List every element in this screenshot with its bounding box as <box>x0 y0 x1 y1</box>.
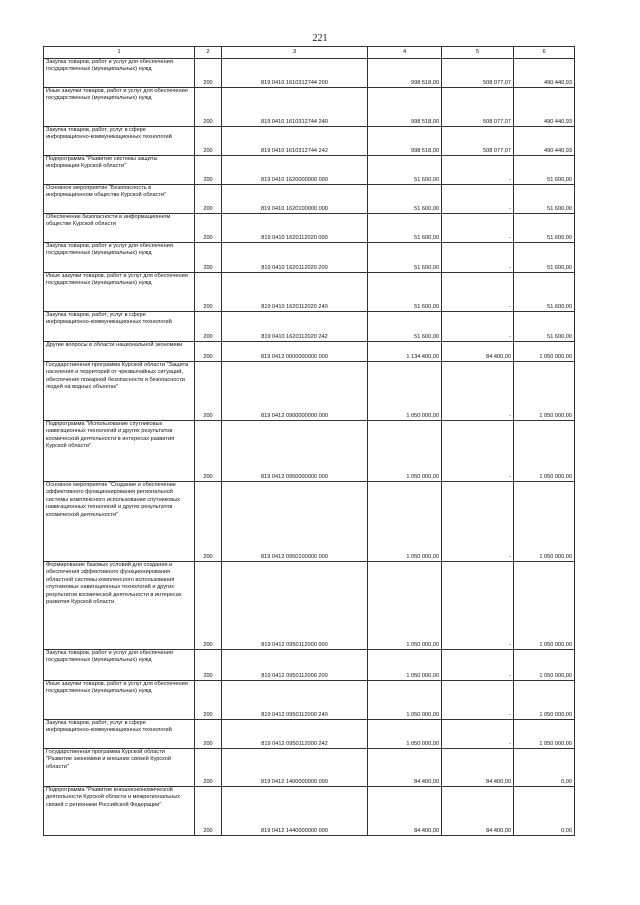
table-row <box>44 421 575 482</box>
row-vr: 200 <box>195 127 222 156</box>
row-col5: - <box>442 482 514 562</box>
row-code: 819 0412 0950112000 242 <box>222 720 368 749</box>
table-row <box>44 362 575 421</box>
row-col5: - <box>442 185 514 214</box>
row-col6: 1 050 000,00 <box>514 482 575 562</box>
row-vr: 200 <box>195 421 222 482</box>
row-vr: 200 <box>195 342 222 362</box>
row-col6: 490 440,93 <box>514 127 575 156</box>
row-col6: 490 440,93 <box>514 88 575 127</box>
row-name: Основное мероприятие "Безопасность в информационном обществе Курской области" <box>44 185 195 214</box>
row-col5: - <box>442 214 514 243</box>
row-name: Закупка товаров, работ, услуг в сфере информационно-коммуникационных технологий <box>44 127 195 156</box>
row-name: Закупка товаров, работ и услуг для обеспечения государственных (муниципальных) нужд <box>44 243 195 273</box>
header-cell: 4 <box>368 47 442 59</box>
table-row <box>44 185 575 214</box>
row-col4: 51 600,00 <box>368 185 442 214</box>
row-code: 819 0412 0950000000 000 <box>222 421 368 482</box>
row-name: Закупка товаров, работ и услуг для обеспечения государственных (муниципальных) нужд <box>44 650 195 681</box>
row-col4: 1 050 000,00 <box>368 482 442 562</box>
row-col6: 0,00 <box>514 787 575 836</box>
row-col6: 1 050 000,00 <box>514 650 575 681</box>
row-col4: 51 600,00 <box>368 273 442 312</box>
table-row <box>44 156 575 185</box>
row-name: Закупка товаров, работ, услуг в сфере информационно-коммуникационных технологий <box>44 720 195 749</box>
row-name: Формирование базовых условий для создания и обеспечения эффективного функционирования областной системы комплексного использования спутниковых навигационных технологий и других результатов космической деятельности в интересах развития Курской области <box>44 562 195 650</box>
row-col6: 1 050 000,00 <box>514 421 575 482</box>
row-code: 819 0412 1440000000 000 <box>222 787 368 836</box>
row-col5: 508 077,07 <box>442 127 514 156</box>
header-cell: 2 <box>195 47 222 59</box>
row-name: Основное мероприятие "Создание и обеспечение эффективного функционирования региональной системы комплексного использования спутниковых навигационных технологий и других результатов космической деятельности" <box>44 482 195 562</box>
page-number: 221 <box>312 33 328 44</box>
row-name: Другие вопросы в области национальной экономики <box>44 342 195 362</box>
row-code: 819 0412 0950112000 000 <box>222 562 368 650</box>
row-col5: - <box>442 312 514 342</box>
row-col4: 1 050 000,00 <box>368 362 442 421</box>
row-col6: 1 050 000,00 <box>514 720 575 749</box>
table-row <box>44 787 575 836</box>
row-col4: 1 050 000,00 <box>368 681 442 720</box>
row-col5: - <box>442 421 514 482</box>
row-name: Иные закупки товаров, работ и услуг для обеспечения государственных (муниципальных) нужд <box>44 681 195 720</box>
row-vr: 200 <box>195 362 222 421</box>
row-name: Подпрограмма "Развитие системы защиты информации Курской области" <box>44 156 195 185</box>
table-row <box>44 749 575 787</box>
row-col4: 998 518,00 <box>368 127 442 156</box>
row-vr: 200 <box>195 720 222 749</box>
row-vr: 200 <box>195 214 222 243</box>
header-row <box>44 47 575 59</box>
row-col6: 0,00 <box>514 749 575 787</box>
row-col6: 490 440,93 <box>514 59 575 88</box>
row-col5: 84 400,00 <box>442 787 514 836</box>
row-code: 819 0410 1620112020 242 <box>222 312 368 342</box>
row-col5: - <box>442 362 514 421</box>
row-name: Обеспечение безопасности в информационном обществе Курской области <box>44 214 195 243</box>
row-name: Подпрограмма "Использование спутниковых навигационных технологий и других результатов космической деятельности в интересах развития Курской области" <box>44 421 195 482</box>
row-col4: 51 600,00 <box>368 156 442 185</box>
row-col6: 1 050 000,00 <box>514 681 575 720</box>
row-code: 819 0412 0950100000 000 <box>222 482 368 562</box>
row-vr: 200 <box>195 243 222 273</box>
row-col5: - <box>442 273 514 312</box>
row-name: Закупка товаров, работ, услуг в сфере информационно-коммуникационных технологий <box>44 312 195 342</box>
header-cell: 3 <box>222 47 368 59</box>
row-col5: - <box>442 650 514 681</box>
table-row <box>44 482 575 562</box>
row-name: Иные закупки товаров, работ и услуг для обеспечения государственных (муниципальных) нужд <box>44 88 195 127</box>
row-col4: 51 600,00 <box>368 312 442 342</box>
row-col4: 1 134 400,00 <box>368 342 442 362</box>
row-col6: 1 050 000,00 <box>514 362 575 421</box>
row-col5: - <box>442 156 514 185</box>
row-col4: 1 050 000,00 <box>368 421 442 482</box>
table-row <box>44 312 575 342</box>
row-col4: 84 400,00 <box>368 787 442 836</box>
row-vr: 200 <box>195 562 222 650</box>
row-code: 819 0410 1620100000 000 <box>222 185 368 214</box>
table-row <box>44 214 575 243</box>
row-vr: 200 <box>195 273 222 312</box>
row-col5: 84 400,00 <box>442 342 514 362</box>
row-col4: 998 518,00 <box>368 88 442 127</box>
row-col6: 51 600,00 <box>514 156 575 185</box>
table-row <box>44 273 575 312</box>
row-vr: 200 <box>195 681 222 720</box>
table-row <box>44 720 575 749</box>
row-col5: - <box>442 720 514 749</box>
table-row <box>44 681 575 720</box>
table-row <box>44 243 575 273</box>
row-col6: 51 600,00 <box>514 243 575 273</box>
row-code: 819 0410 1610312744 240 <box>222 88 368 127</box>
row-col5: - <box>442 562 514 650</box>
row-code: 819 0410 1620000000 000 <box>222 156 368 185</box>
row-col5: - <box>442 681 514 720</box>
row-name: Государственная программа Курской области "Защита населения и территорий от чрезвычайных ситуаций, обеспечение пожарной безопасности и безопасности людей на водных объектах" <box>44 362 195 421</box>
row-code: 819 0412 0950112000 200 <box>222 650 368 681</box>
row-name: Подпрограмма "Развитие внешнеэкономической деятельности Курской области и межрегиональных связей с регионами Российской Федерации" <box>44 787 195 836</box>
row-col4: 1 050 000,00 <box>368 720 442 749</box>
row-col5: - <box>442 243 514 273</box>
header-cell: 6 <box>514 47 575 59</box>
row-code: 819 0410 1610312744 200 <box>222 59 368 88</box>
row-vr: 200 <box>195 482 222 562</box>
row-col4: 998 518,00 <box>368 59 442 88</box>
row-name: Государственная программа Курской области "Развитие экономики и внешних связей Курской области" <box>44 749 195 787</box>
row-code: 819 0410 1620112020 240 <box>222 273 368 312</box>
row-col6: 51 600,00 <box>514 214 575 243</box>
row-vr: 200 <box>195 185 222 214</box>
row-col4: 1 050 000,00 <box>368 562 442 650</box>
row-vr: 200 <box>195 156 222 185</box>
row-vr: 200 <box>195 749 222 787</box>
header-cell: 1 <box>44 47 195 59</box>
table-row <box>44 88 575 127</box>
row-code: 819 0412 1400000000 000 <box>222 749 368 787</box>
row-col4: 84 400,00 <box>368 749 442 787</box>
row-name: Иные закупки товаров, работ и услуг для обеспечения государственных (муниципальных) нужд <box>44 273 195 312</box>
table-row <box>44 562 575 650</box>
row-vr: 200 <box>195 650 222 681</box>
row-col5: 508 077,07 <box>442 59 514 88</box>
header-cell: 5 <box>442 47 514 59</box>
table-row <box>44 59 575 88</box>
row-vr: 200 <box>195 88 222 127</box>
row-col4: 51 600,00 <box>368 243 442 273</box>
table-row <box>44 342 575 362</box>
row-col4: 1 050 000,00 <box>368 650 442 681</box>
row-vr: 200 <box>195 787 222 836</box>
row-col5: 84 400,00 <box>442 749 514 787</box>
row-col6: 1 050 000,00 <box>514 562 575 650</box>
row-code: 819 0412 0900000000 000 <box>222 362 368 421</box>
row-name: Закупка товаров, работ и услуг для обеспечения государственных (муниципальных) нужд <box>44 59 195 88</box>
budget-table <box>43 46 575 836</box>
row-code: 819 0412 0950112000 240 <box>222 681 368 720</box>
row-vr: 200 <box>195 312 222 342</box>
table-row <box>44 127 575 156</box>
row-vr: 200 <box>195 59 222 88</box>
row-code: 819 0410 1620112020 200 <box>222 243 368 273</box>
row-code: 819 0410 1620112020 000 <box>222 214 368 243</box>
row-code: 819 0412 0000000000 000 <box>222 342 368 362</box>
row-col6: 51 600,00 <box>514 273 575 312</box>
row-col6: 1 050 000,00 <box>514 342 575 362</box>
row-col4: 51 600,00 <box>368 214 442 243</box>
row-col6: 51 600,00 <box>514 312 575 342</box>
row-col5: 508 077,07 <box>442 88 514 127</box>
row-code: 819 0410 1610312744 242 <box>222 127 368 156</box>
table-row <box>44 650 575 681</box>
row-col6: 51 600,00 <box>514 185 575 214</box>
